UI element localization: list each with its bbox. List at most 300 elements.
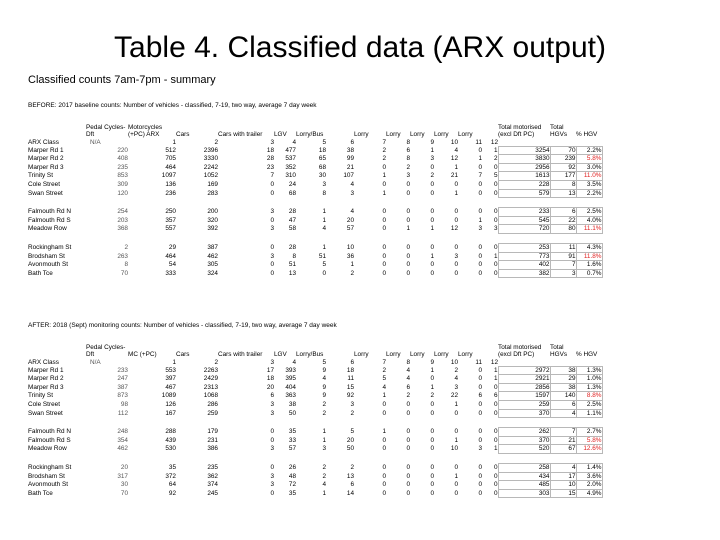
site-name: Bath Tce <box>28 269 53 277</box>
count-cell: 0 <box>430 208 434 216</box>
empty-cell <box>410 418 434 428</box>
count-cell: 0 <box>270 216 274 224</box>
empty-cell <box>326 233 354 243</box>
count-cell: 10 <box>450 445 458 453</box>
table-row <box>28 383 602 392</box>
empty-cell <box>576 138 602 146</box>
count-cell: 1 <box>382 189 386 197</box>
total-motorised-cell: 545 <box>498 216 550 225</box>
empty-cell <box>550 453 576 463</box>
empty-cell <box>28 418 86 428</box>
cars-with-trailer-header: Cars with trailer <box>218 130 263 138</box>
count-cell: 0 <box>382 225 386 233</box>
count-cell: 6 <box>406 383 410 391</box>
class-number: 8 <box>406 358 410 366</box>
count-cell: 0 <box>478 261 482 269</box>
class-number: 2 <box>214 358 218 366</box>
class-label: ARX Class <box>28 358 59 366</box>
count-cell: 48 <box>288 472 296 480</box>
pct-hgv-cell: 1.1% <box>576 409 602 418</box>
pct-hgv-header: % HGV <box>576 350 598 358</box>
count-cell: 873 <box>117 392 128 400</box>
total-hgv-cell: 239 <box>550 155 576 164</box>
count-cell: 288 <box>165 428 176 436</box>
count-cell: 1 <box>430 146 434 154</box>
count-cell: 0 <box>478 252 482 260</box>
count-cell: 1 <box>454 400 458 408</box>
table-row <box>28 261 602 270</box>
count-cell: 24 <box>288 180 296 188</box>
count-cell: 0 <box>430 445 434 453</box>
count-cell: 0 <box>406 400 410 408</box>
count-cell: 68 <box>318 163 326 171</box>
count-cell: 20 <box>346 436 354 444</box>
count-cell: 0 <box>430 428 434 436</box>
pct-hgv-cell: 5.8% <box>576 436 602 445</box>
count-cell: 3 <box>478 445 482 453</box>
count-cell: 0 <box>430 409 434 417</box>
pct-hgv-cell: 3.5% <box>576 180 602 189</box>
empty-cell <box>326 418 354 428</box>
total-hgv-cell: 13 <box>550 189 576 198</box>
spacer-row <box>28 233 602 243</box>
count-cell: 317 <box>117 472 128 480</box>
count-cell: 0 <box>454 409 458 417</box>
count-cell: 0 <box>493 163 498 171</box>
lorry-header: Lorry <box>458 130 473 138</box>
count-cell: 0 <box>493 243 498 251</box>
count-cell: 0 <box>493 463 498 471</box>
site-name: Trinity St <box>28 392 53 400</box>
count-cell: 310 <box>285 172 296 180</box>
empty-cell <box>434 453 458 463</box>
count-cell: 0 <box>454 269 458 277</box>
count-cell: 14 <box>346 489 354 497</box>
count-cell: 0 <box>382 180 386 188</box>
count-cell: 4 <box>382 383 386 391</box>
empty-cell <box>434 418 458 428</box>
empty-cell <box>274 233 296 243</box>
count-cell: 0 <box>478 409 482 417</box>
count-cell: 0 <box>382 269 386 277</box>
count-cell: 462 <box>207 252 218 260</box>
count-cell: 35 <box>168 463 176 471</box>
count-cell: 368 <box>117 225 128 233</box>
count-cell: 54 <box>168 261 176 269</box>
count-cell: 29 <box>168 243 176 251</box>
count-cell: 6 <box>350 481 354 489</box>
count-cell: 286 <box>207 400 218 408</box>
count-cell: 512 <box>165 146 176 154</box>
total-hgv-cell: 177 <box>550 172 576 181</box>
empty-cell <box>386 453 410 463</box>
count-cell: 0 <box>454 428 458 436</box>
count-cell: 0 <box>382 261 386 269</box>
count-cell: 1 <box>430 225 434 233</box>
count-cell: 247 <box>117 375 128 383</box>
total-motorised-cell: 773 <box>498 252 550 261</box>
total-hgv-cell: 80 <box>550 225 576 234</box>
count-cell: 51 <box>288 261 296 269</box>
lorry-header: Lorry <box>386 350 401 358</box>
count-cell: 0 <box>382 445 386 453</box>
cars-header: Cars <box>176 130 190 138</box>
count-cell: 0 <box>406 208 410 216</box>
lgv-header: LGV <box>274 350 287 358</box>
count-cell: 30 <box>120 481 128 489</box>
count-cell: 477 <box>285 146 296 154</box>
count-cell: 2 <box>124 243 128 251</box>
total-motorised-cell: 1613 <box>498 172 550 181</box>
empty-cell <box>354 198 386 208</box>
class-number: N/A <box>90 358 101 366</box>
pct-hgv-cell: 2.2% <box>576 146 602 155</box>
empty-cell <box>482 418 498 428</box>
empty-cell <box>458 198 482 208</box>
total-motorised-cell: 303 <box>498 489 550 498</box>
class-number: 1 <box>172 358 176 366</box>
count-cell: 0 <box>493 383 498 391</box>
count-cell: 0 <box>493 409 498 417</box>
pct-hgv-cell: 1.3% <box>576 383 602 392</box>
count-cell: 2263 <box>203 366 218 374</box>
site-name: Cole Street <box>28 400 60 408</box>
pct-hgv-cell: 1.3% <box>576 366 602 375</box>
header-cell <box>482 330 498 358</box>
total-hgv-cell: 67 <box>550 445 576 454</box>
total-motorised-cell: 1597 <box>498 392 550 401</box>
total-motorised-cell: 382 <box>498 269 550 278</box>
count-cell: 0 <box>478 400 482 408</box>
count-cell: 33 <box>288 436 296 444</box>
total-hgv-cell: 91 <box>550 252 576 261</box>
lorry-header: Lorry <box>410 130 425 138</box>
count-cell: 0 <box>430 400 434 408</box>
pct-hgv-cell: 12.6% <box>576 445 602 454</box>
count-cell: 98 <box>120 400 128 408</box>
pct-hgv-header: % HGV <box>576 130 598 138</box>
empty-cell <box>482 233 498 243</box>
count-cell: 235 <box>207 463 218 471</box>
count-cell: 0 <box>478 208 482 216</box>
count-cell: 6 <box>270 392 274 400</box>
count-cell: 248 <box>117 428 128 436</box>
empty-cell <box>28 453 86 463</box>
lorry-bus-header: Lorry/Bus <box>296 130 324 138</box>
site-name: Meadow Row <box>28 445 67 453</box>
pct-hgv-cell: 11.0% <box>576 172 602 181</box>
count-cell: 0 <box>270 489 274 497</box>
count-cell: 1 <box>322 208 326 216</box>
count-cell: 1 <box>322 243 326 251</box>
site-name: Rockingham St <box>28 463 72 471</box>
page-title: Table 4. Classified data (ARX output) <box>114 31 606 64</box>
site-name: Marper Rd 3 <box>28 383 64 391</box>
count-cell: 9 <box>322 383 326 391</box>
total-motorised-cell: 720 <box>498 225 550 234</box>
total-motorised-header: Total motorised (excl Dft PC) <box>498 123 542 138</box>
table-row <box>28 225 602 234</box>
class-number: 3 <box>270 358 274 366</box>
count-cell: 6 <box>478 392 482 400</box>
empty-cell <box>386 418 410 428</box>
count-cell: 57 <box>346 225 354 233</box>
count-cell: 0 <box>454 243 458 251</box>
table-row <box>28 428 602 437</box>
count-cell: 1 <box>350 261 354 269</box>
pct-hgv-cell: 2.7% <box>576 428 602 437</box>
empty-cell <box>458 418 482 428</box>
count-cell: 3 <box>270 472 274 480</box>
total-hgv-cell: 17 <box>550 472 576 481</box>
empty-cell <box>296 198 326 208</box>
lorry-header: Lorry <box>354 130 369 138</box>
total-motorised-cell: 228 <box>498 180 550 189</box>
count-cell: 5 <box>322 261 326 269</box>
class-number: 11 <box>475 358 482 366</box>
count-cell: 70 <box>120 489 128 497</box>
empty-cell <box>550 233 576 243</box>
lorry-header: Lorry <box>386 130 401 138</box>
empty-cell <box>218 198 274 208</box>
count-cell: 0 <box>430 216 434 224</box>
count-cell: 9 <box>322 366 326 374</box>
count-cell: 47 <box>288 216 296 224</box>
count-cell: 0 <box>382 252 386 260</box>
before-counts-table <box>28 110 603 278</box>
site-name: Falmouth Rd S <box>28 436 71 444</box>
pedal-cycles-header: Pedal Cycles-Dft <box>86 123 126 138</box>
class-number: 7 <box>382 358 386 366</box>
spacer-row <box>28 198 602 208</box>
count-cell: 9 <box>322 392 326 400</box>
count-cell: 21 <box>450 172 458 180</box>
count-cell: 530 <box>165 445 176 453</box>
count-cell: 2 <box>350 409 354 417</box>
count-cell: 65 <box>318 155 326 163</box>
count-cell: 3 <box>270 445 274 453</box>
empty-cell <box>326 198 354 208</box>
count-cell: 1 <box>430 366 434 374</box>
total-hgv-cell: 8 <box>550 180 576 189</box>
header-cell <box>28 330 86 358</box>
empty-cell <box>498 358 550 366</box>
count-cell: 0 <box>454 208 458 216</box>
count-cell: 0 <box>406 489 410 497</box>
count-cell: 0 <box>493 189 498 197</box>
count-cell: 0 <box>406 252 410 260</box>
empty-cell <box>482 198 498 208</box>
count-cell: 68 <box>288 189 296 197</box>
total-motorised-cell: 485 <box>498 481 550 490</box>
empty-cell <box>498 138 550 146</box>
table-row <box>28 489 602 498</box>
count-cell: 3 <box>350 189 354 197</box>
count-cell: 3 <box>454 383 458 391</box>
header-cell <box>326 110 354 138</box>
count-cell: 0 <box>430 163 434 171</box>
pct-hgv-cell: 2.2% <box>576 189 602 198</box>
class-number: 5 <box>322 138 326 146</box>
pct-hgv-cell: 8.8% <box>576 392 602 401</box>
class-number: 8 <box>406 138 410 146</box>
count-cell: 324 <box>207 269 218 277</box>
site-name: Swan Street <box>28 409 63 417</box>
site-name: Trinity St <box>28 172 53 180</box>
after-counts-table <box>28 330 603 498</box>
count-cell: 0 <box>493 269 498 277</box>
count-cell: 372 <box>165 472 176 480</box>
pct-hgv-cell: 1.0% <box>576 375 602 384</box>
count-cell: 8 <box>406 155 410 163</box>
count-cell: 1 <box>322 428 326 436</box>
table-row <box>28 189 602 198</box>
class-number: 2 <box>214 138 218 146</box>
empty-cell <box>410 233 434 243</box>
pct-hgv-cell: 2.0% <box>576 481 602 490</box>
count-cell: 0 <box>454 463 458 471</box>
count-cell: 4 <box>406 375 410 383</box>
table-row <box>28 463 602 472</box>
count-cell: 1 <box>493 146 498 154</box>
count-cell: 0 <box>406 269 410 277</box>
count-cell: 537 <box>285 155 296 163</box>
count-cell: 4 <box>454 146 458 154</box>
class-number: 10 <box>450 358 458 366</box>
class-number: 6 <box>350 138 354 146</box>
count-cell: 70 <box>120 269 128 277</box>
count-cell: 0 <box>493 428 498 436</box>
count-cell: 2 <box>454 366 458 374</box>
empty-cell <box>498 198 550 208</box>
count-cell: 0 <box>430 243 434 251</box>
count-cell: 233 <box>117 366 128 374</box>
lorry-header: Lorry <box>434 130 449 138</box>
site-name: Meadow Row <box>28 225 67 233</box>
total-motorised-cell: 2856 <box>498 383 550 392</box>
count-cell: 4 <box>322 375 326 383</box>
count-cell: 0 <box>270 428 274 436</box>
count-cell: 1 <box>454 436 458 444</box>
count-cell: 354 <box>117 436 128 444</box>
count-cell: 462 <box>117 445 128 453</box>
count-cell: 2 <box>406 163 410 171</box>
count-cell: 0 <box>406 481 410 489</box>
empty-cell <box>86 453 128 463</box>
count-cell: 397 <box>165 375 176 383</box>
count-cell: 0 <box>270 269 274 277</box>
empty-cell <box>410 198 434 208</box>
count-cell: 309 <box>117 180 128 188</box>
count-cell: 1 <box>478 216 482 224</box>
count-cell: 0 <box>406 261 410 269</box>
total-motorised-cell: 262 <box>498 428 550 437</box>
count-cell: 51 <box>318 252 326 260</box>
pct-hgv-cell: 1.6% <box>576 261 602 270</box>
total-hgv-cell: 38 <box>550 366 576 375</box>
table-row <box>28 375 602 384</box>
total-motorised-cell: 258 <box>498 463 550 472</box>
count-cell: 3 <box>493 225 498 233</box>
site-name: Rockingham St <box>28 243 72 251</box>
empty-cell <box>550 358 576 366</box>
pct-hgv-cell: 1.4% <box>576 463 602 472</box>
total-motorised-cell: 253 <box>498 243 550 252</box>
total-motorised-cell: 402 <box>498 261 550 270</box>
table-row <box>28 163 602 172</box>
count-cell: 12 <box>450 225 458 233</box>
empty-cell <box>354 418 386 428</box>
pct-hgv-cell: 3.6% <box>576 472 602 481</box>
count-cell: 4 <box>350 180 354 188</box>
total-hgv-cell: 38 <box>550 383 576 392</box>
class-number: 1 <box>172 138 176 146</box>
count-cell: 0 <box>454 489 458 497</box>
count-cell: 28 <box>288 208 296 216</box>
count-cell: 18 <box>346 366 354 374</box>
count-cell: 4 <box>406 366 410 374</box>
count-cell: 2 <box>430 172 434 180</box>
total-hgv-cell: 70 <box>550 146 576 155</box>
total-motorised-cell: 579 <box>498 189 550 198</box>
empty-cell <box>386 198 410 208</box>
count-cell: 439 <box>165 436 176 444</box>
count-cell: 0 <box>406 463 410 471</box>
count-cell: 2 <box>322 472 326 480</box>
count-cell: 0 <box>406 216 410 224</box>
empty-cell <box>498 418 550 428</box>
empty-cell <box>128 198 176 208</box>
pct-hgv-cell: 11.1% <box>576 225 602 234</box>
count-cell: 7 <box>270 172 274 180</box>
count-cell: 8 <box>322 189 326 197</box>
total-motorised-cell: 233 <box>498 208 550 217</box>
lorry-header: Lorry <box>434 350 449 358</box>
count-cell: 0 <box>478 243 482 251</box>
count-cell: 3 <box>406 172 410 180</box>
count-cell: 3 <box>322 445 326 453</box>
count-cell: 2 <box>430 392 434 400</box>
class-number: 4 <box>292 138 296 146</box>
empty-cell <box>128 233 176 243</box>
count-cell: 2 <box>350 463 354 471</box>
count-cell: 200 <box>207 208 218 216</box>
count-cell: 0 <box>478 463 482 471</box>
total-hgv-cell: 3 <box>550 269 576 278</box>
table-row <box>28 252 602 261</box>
count-cell: 0 <box>382 409 386 417</box>
table-row <box>28 146 602 155</box>
class-number: 5 <box>322 358 326 366</box>
count-cell: 0 <box>382 481 386 489</box>
count-cell: 236 <box>165 189 176 197</box>
count-cell: 0 <box>430 472 434 480</box>
count-cell: 404 <box>285 383 296 391</box>
pct-hgv-cell: 2.5% <box>576 208 602 217</box>
count-cell: 50 <box>346 445 354 453</box>
count-cell: 705 <box>165 155 176 163</box>
count-cell: 1068 <box>203 392 218 400</box>
count-cell: 220 <box>117 146 128 154</box>
empty-cell <box>28 233 86 243</box>
pct-hgv-cell: 4.0% <box>576 216 602 225</box>
count-cell: 0 <box>406 180 410 188</box>
count-cell: 6 <box>406 146 410 154</box>
empty-cell <box>296 453 326 463</box>
count-cell: 245 <box>207 489 218 497</box>
total-hgv-cell: 7 <box>550 428 576 437</box>
count-cell: 3 <box>270 400 274 408</box>
